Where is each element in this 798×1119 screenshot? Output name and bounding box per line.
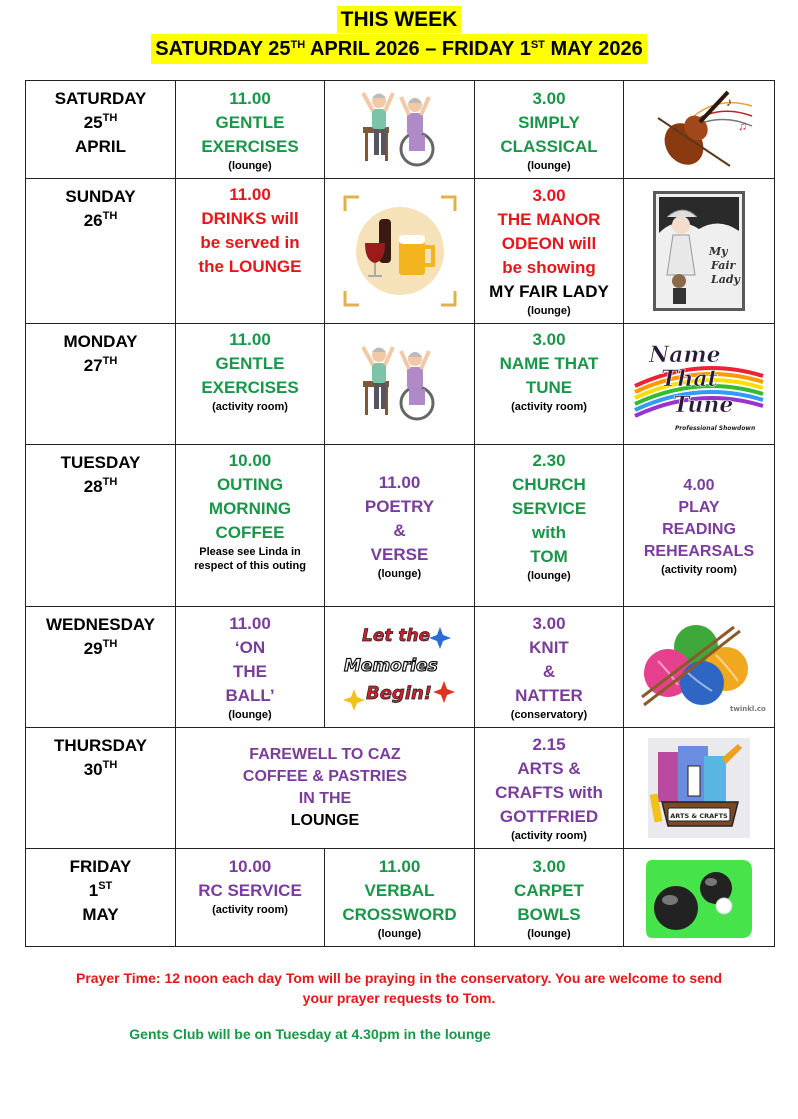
- svg-text:♪: ♪: [726, 94, 732, 109]
- image-memories: [325, 607, 475, 728]
- svg-text:That: That: [661, 366, 718, 392]
- let-the-memories-begin-logo: [340, 619, 460, 715]
- svg-text:ARTS & CRAFTS: ARTS & CRAFTS: [670, 812, 728, 820]
- name-that-tune-logo: [635, 332, 763, 436]
- event-wed-knit-natter: 3.00 KNIT & NATTER (conservatory): [475, 607, 624, 728]
- svg-text:Professional Showdown: Professional Showdown: [675, 425, 756, 432]
- violin-icon: [644, 86, 754, 174]
- row-sunday: [26, 179, 775, 324]
- svg-text:My: My: [709, 245, 728, 258]
- row-thursday: [26, 728, 775, 849]
- seated-exercise-icon: [355, 87, 445, 173]
- svg-text:♫: ♫: [738, 118, 747, 133]
- event-tue-outing: 10.00 OUTING MORNING COFFEE Please see Linda in respect of this outing: [176, 445, 325, 607]
- event-sat-classical: 3.00 SIMPLY CLASSICAL (lounge): [475, 81, 624, 179]
- row-monday: [26, 324, 775, 445]
- row-saturday: [26, 81, 775, 179]
- event-mon-name-that-tune: 3.00 NAME THAT TUNE (activity room): [475, 324, 624, 445]
- bowls-icon: [644, 854, 754, 942]
- svg-text:twinkl.co: twinkl.co: [730, 705, 766, 713]
- event-sat-exercises: 11.00 GENTLE EXERCISES (lounge): [176, 81, 325, 179]
- event-fri-rc-service: 10.00 RC SERVICE (activity room): [176, 849, 325, 947]
- image-bowls: [624, 849, 775, 947]
- svg-text:Let the: Let the: [361, 626, 430, 646]
- image-wool: [624, 607, 775, 728]
- event-thu-arts-crafts: 2.15 ARTS & CRAFTS with GOTTFRIED (activity room): [475, 728, 624, 849]
- svg-text:Name: Name: [649, 342, 721, 368]
- event-fri-carpet-bowls: 3.00 CARPET BOWLS (lounge): [475, 849, 624, 947]
- date-range: SATURDAY 25TH APRIL 2026 – FRIDAY 1ST MAY 2026: [151, 34, 647, 64]
- date-range-line: [0, 34, 798, 64]
- day-monday: MONDAY 27TH: [26, 324, 176, 445]
- event-fri-crossword: 11.00 VERBAL CROSSWORD (lounge): [325, 849, 475, 947]
- image-violin: [624, 81, 775, 179]
- svg-text:Tune: Tune: [673, 392, 734, 418]
- title-line: [0, 6, 798, 33]
- day-saturday: SATURDAY 25TH APRIL: [26, 81, 176, 179]
- prayer-note: Prayer Time: 12 noon each day Tom will be praying in the conservatory. You are welcome to send your prayer requests to Tom.: [75, 970, 722, 1006]
- day-tuesday: TUESDAY 28TH: [26, 445, 176, 607]
- row-wednesday: [26, 607, 775, 728]
- schedule-table: [25, 80, 775, 947]
- row-friday: [26, 849, 775, 947]
- day-friday: FRIDAY 1ST MAY: [26, 849, 176, 947]
- image-arts-crafts: [624, 728, 775, 849]
- day-thursday: THURSDAY 30TH: [26, 728, 176, 849]
- arts-and-crafts-icon: [648, 738, 750, 838]
- event-tue-church: 2.30 CHURCH SERVICE with TOM (lounge): [475, 445, 624, 607]
- event-tue-play-reading: 4.00 PLAY READING REHEARSALS (activity room): [624, 445, 775, 607]
- svg-text:Lady: Lady: [711, 273, 740, 286]
- event-wed-on-the-ball: 11.00 ‘ON THE BALL’ (lounge): [176, 607, 325, 728]
- image-exercise-seniors: [325, 81, 475, 179]
- image-film-poster: [624, 179, 775, 324]
- event-tue-poetry: 11.00 POETRY & VERSE (lounge): [325, 445, 475, 607]
- event-thu-farewell: FAREWELL TO CAZ COFFEE & PASTRIES IN THE LOUNGE: [176, 728, 475, 849]
- yarn-balls-icon: [640, 621, 766, 713]
- event-sun-drinks: 11.00 DRINKS will be served in the LOUNGE: [176, 179, 325, 324]
- day-wednesday: WEDNESDAY 29TH: [26, 607, 176, 728]
- wine-and-beer-icon: [341, 193, 459, 309]
- image-drinks: [325, 179, 475, 324]
- event-mon-exercises: 11.00 GENTLE EXERCISES (activity room): [176, 324, 325, 445]
- day-sunday: SUNDAY 26TH: [26, 179, 176, 324]
- svg-text:Begin!: Begin!: [365, 683, 432, 704]
- row-tuesday: [26, 445, 775, 607]
- event-sun-film: 3.00 THE MANOR ODEON will be showing MY FAIR LADY (lounge): [475, 179, 624, 324]
- page-title: THIS WEEK: [337, 6, 462, 33]
- movie-poster-icon: [653, 191, 745, 311]
- svg-text:Fair: Fair: [711, 259, 736, 272]
- image-name-that-tune: [624, 324, 775, 445]
- gents-club-note: Gents Club will be on Tuesday at 4.30pm in the lounge: [129, 1026, 491, 1042]
- image-exercise-seniors-2: [325, 324, 475, 445]
- svg-text:Memories: Memories: [343, 656, 438, 676]
- seated-exercise-icon: [355, 341, 445, 427]
